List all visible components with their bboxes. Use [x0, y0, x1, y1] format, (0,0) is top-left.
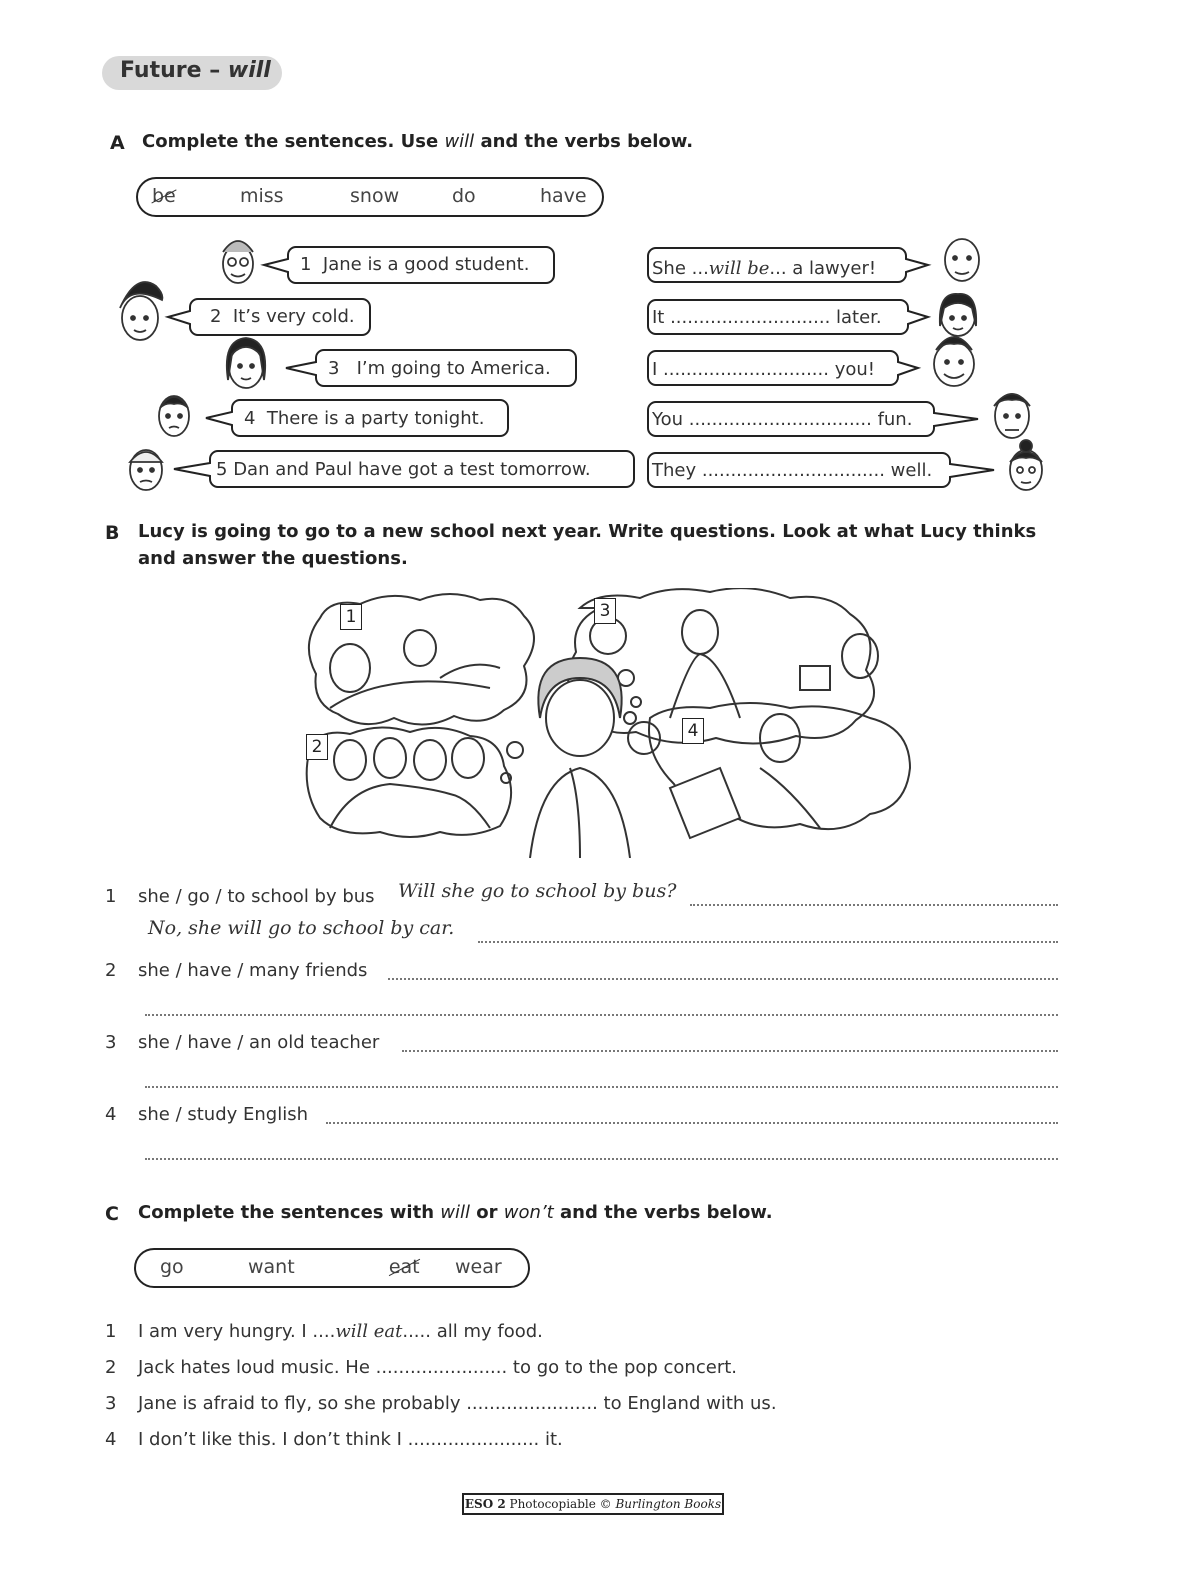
b-item-1-answer: No, she will go to school by car. — [148, 917, 455, 939]
picture-label-1: 1 — [340, 604, 362, 630]
c-item-2-text[interactable]: Jack hates loud music. He ....................... to go to the pop concert. — [138, 1357, 737, 1378]
section-a-bubbles — [0, 230, 1200, 500]
c-item-2-num: 2 — [105, 1357, 117, 1378]
face-icon-7 — [940, 294, 976, 336]
verb-a-be: be — [152, 185, 176, 207]
verb-c-want: want — [248, 1256, 295, 1278]
picture-label-3: 3 — [594, 598, 616, 624]
face-icon-8 — [934, 337, 974, 386]
c-item-4-num: 4 — [105, 1429, 117, 1450]
c-item-1-num: 1 — [105, 1321, 117, 1342]
section-b-instruction-line2: and answer the questions. — [138, 548, 408, 569]
b-item-1-question: Will she go to school by bus? — [398, 880, 677, 902]
response-3[interactable]: I ............................. you! — [652, 359, 875, 380]
verb-a-miss: miss — [240, 185, 284, 207]
b-item-2-prompt: she / have / many friends — [138, 960, 368, 981]
verb-a-have: have — [540, 185, 587, 207]
b-item-4-prompt: she / study English — [138, 1104, 309, 1125]
prompt-2: 2 It’s very cold. — [210, 306, 355, 327]
verb-c-wear: wear — [455, 1256, 502, 1278]
thought-dot-6 — [507, 742, 523, 758]
verb-a-snow: snow — [350, 185, 400, 207]
section-c-instruction: Complete the sentences with will or won’t and the verbs below. — [138, 1202, 773, 1223]
b-item-3-answer-line[interactable] — [145, 1086, 1058, 1088]
b-item-1-question-line[interactable] — [690, 904, 1058, 906]
prompt-3: 3 I’m going to America. — [328, 358, 551, 379]
face-icon-1 — [223, 241, 253, 283]
page-title: Future – will — [120, 58, 271, 83]
c-item-4-text[interactable]: I don’t like this. I don’t think I ....................... it. — [138, 1429, 563, 1450]
lucy-figure — [530, 658, 630, 858]
b-item-3-num: 3 — [105, 1032, 117, 1053]
b-item-1-prompt: she / go / to school by bus — [138, 886, 375, 907]
b-item-4-answer-line[interactable] — [145, 1158, 1058, 1160]
b-item-3-question-line[interactable] — [402, 1050, 1058, 1052]
thought-dot-3 — [631, 697, 641, 707]
lucy-illustration — [290, 588, 930, 858]
section-a-letter: A — [110, 132, 125, 154]
scene-1-car — [330, 630, 500, 708]
b-item-2-question-line[interactable] — [388, 978, 1058, 980]
c-item-3-num: 3 — [105, 1393, 117, 1414]
c-item-1-text: I am very hungry. I ....will eat..... all my food. — [138, 1321, 543, 1342]
face-icon-9 — [994, 394, 1030, 438]
picture-label-4: 4 — [682, 718, 704, 744]
verb-c-eat: eat — [388, 1256, 420, 1278]
face-icon-4 — [159, 396, 189, 436]
b-item-1-answer-line[interactable] — [478, 941, 1058, 943]
response-4[interactable]: You ................................ fun. — [652, 409, 913, 430]
section-b-letter: B — [105, 522, 120, 544]
verb-a-do: do — [452, 185, 476, 207]
response-2[interactable]: It ............................ later. — [652, 307, 882, 328]
prompt-5: 5 Dan and Paul have got a test tomorrow. — [216, 459, 591, 480]
verb-c-go: go — [160, 1256, 184, 1278]
face-icon-3 — [227, 338, 265, 388]
b-item-4-question-line[interactable] — [326, 1122, 1058, 1124]
prompt-4: 4 There is a party tonight. — [244, 408, 485, 429]
section-c-letter: C — [105, 1203, 119, 1225]
b-item-2-answer-line[interactable] — [145, 1014, 1058, 1016]
response-5[interactable]: They ................................ well. — [652, 460, 933, 481]
thought-dot-5 — [624, 712, 636, 724]
scene-2-friends — [330, 738, 490, 828]
section-a-instruction: Complete the sentences. Use will and the verbs below. — [142, 131, 694, 152]
b-item-1-num: 1 — [105, 886, 117, 907]
section-b-instruction-line1: Lucy is going to go to a new school next year. Write questions. Look at what Lucy thinks — [138, 521, 1037, 542]
prompt-1: 1 Jane is a good student. — [300, 254, 530, 275]
b-item-2-num: 2 — [105, 960, 117, 981]
response-1: She ...will be... a lawyer! — [652, 258, 877, 279]
c-item-3-text[interactable]: Jane is afraid to fly, so she probably ....................... to England with us. — [138, 1393, 777, 1414]
face-icon-5 — [130, 450, 162, 490]
picture-label-2: 2 — [306, 734, 328, 760]
b-item-4-num: 4 — [105, 1104, 117, 1125]
scene-3-teacher — [670, 610, 878, 718]
face-icon-10 — [1010, 440, 1042, 490]
face-icon-2 — [120, 282, 162, 340]
footer-copyright: ESO 2 Photocopiable © Burlington Books — [462, 1493, 724, 1515]
face-icon-6 — [945, 239, 979, 281]
b-item-3-prompt: she / have / an old teacher — [138, 1032, 380, 1053]
